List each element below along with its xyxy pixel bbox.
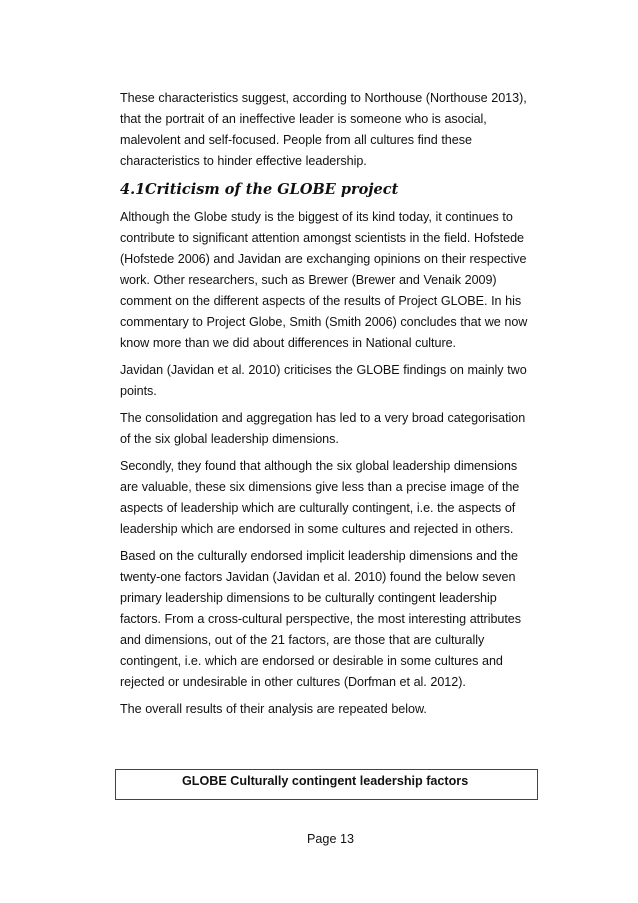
text-line: The overall results of their analysis are repeated below. — [120, 702, 427, 716]
text-line: (Hofstede 2006) and Javidan are exchanging opinions on their respective — [120, 252, 527, 266]
paragraph-culturally-endorsed — [120, 546, 542, 693]
text-line: Based on the culturally endorsed implicit leadership dimensions and the — [120, 549, 518, 563]
text-line: of the six global leadership dimensions. — [120, 432, 339, 446]
text-line: twenty-one factors Javidan (Javidan et al. 2010) found the below seven — [120, 570, 516, 584]
paragraph-northouse — [120, 88, 542, 172]
paragraph-javidan-criticism — [120, 360, 542, 402]
paragraph-secondly — [120, 456, 542, 540]
text-line: are valuable, these six dimensions give less than a precise image of the — [120, 480, 520, 494]
page-content — [120, 88, 542, 726]
text-line: contingent, i.e. which are endorsed or desirable in some cultures and — [120, 654, 503, 668]
text-line: commentary to Project Globe, Smith (Smith 2006) concludes that we now — [120, 315, 528, 329]
section-number: 4.1 — [120, 181, 146, 198]
text-line: primary leadership dimensions to be culturally contingent leadership — [120, 591, 497, 605]
paragraph-overall-results — [120, 699, 542, 720]
text-line: contribute to significant attention amongst scientists in the field. Hofstede — [120, 231, 524, 245]
text-line: aspects of leadership which are culturally contingent, i.e. the aspects of — [120, 501, 516, 515]
text-line: leadership which are endorsed in some cultures and rejected in others. — [120, 522, 514, 536]
text-line: rejected or undesirable in other cultures (Dorfman et al. 2012). — [120, 675, 466, 689]
text-line: and dimensions, out of the 21 factors, are those that are culturally — [120, 633, 485, 647]
text-line: comment on the different aspects of the results of Project GLOBE. In his — [120, 294, 522, 308]
globe-factors-table — [115, 769, 538, 800]
text-line: work. Other researchers, such as Brewer (Brewer and Venaik 2009) — [120, 273, 497, 287]
text-line: know more than we did about differences in National culture. — [120, 336, 456, 350]
text-line: characteristics to hinder effective leadership. — [120, 154, 367, 168]
text-line: The consolidation and aggregation has led to a very broad categorisation — [120, 411, 526, 425]
paragraph-consolidation — [120, 408, 542, 450]
text-line: points. — [120, 384, 157, 398]
text-line: Secondly, they found that although the six global leadership dimensions — [120, 459, 518, 473]
section-title: Criticism of the GLOBE project — [145, 181, 399, 198]
text-line: factors. From a cross-cultural perspective, the most interesting attributes — [120, 612, 522, 626]
text-line: These characteristics suggest, according to Northouse (Northouse 2013), — [120, 91, 527, 105]
section-heading — [120, 179, 542, 201]
page-number: Page 13 — [307, 832, 354, 846]
text-line: Although the Globe study is the biggest of its kind today, it continues to — [120, 210, 513, 224]
table-title: GLOBE Culturally contingent leadership factors — [182, 774, 469, 788]
paragraph-globe-study — [120, 207, 542, 354]
text-line: malevolent and self-focused. People from all cultures find these — [120, 133, 472, 147]
text-line: that the portrait of an ineffective leader is someone who is asocial, — [120, 112, 487, 126]
text-line: Javidan (Javidan et al. 2010) criticises the GLOBE findings on mainly two — [120, 363, 527, 377]
